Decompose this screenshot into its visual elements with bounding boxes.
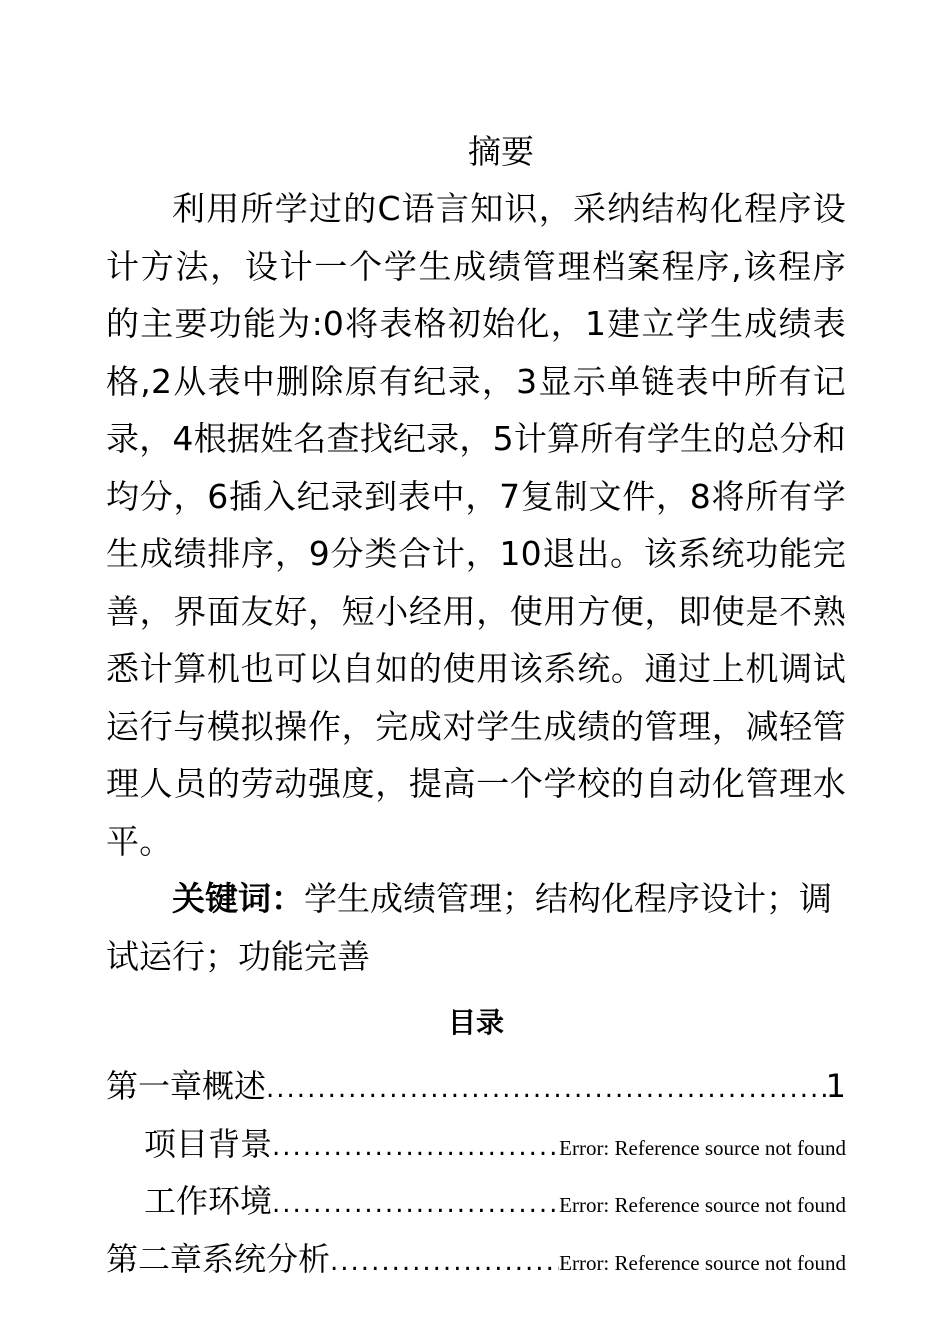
toc-entry-text: 第一章概述: [106, 1067, 267, 1105]
toc-page-number: 1: [825, 1067, 846, 1105]
toc-entry-chapter-1[interactable]: [106, 1061, 846, 1119]
toc-title: 目录: [447, 1006, 504, 1039]
document-page: [106, 128, 846, 1291]
abstract-title: 摘要: [468, 132, 534, 171]
toc-entry-text: 第二章系统分析: [106, 1239, 331, 1278]
keywords-paragraph: [106, 870, 846, 985]
toc-dot-leader: [272, 1189, 559, 1219]
toc-dot-leader: [266, 1074, 826, 1104]
toc-page-reference-error: Error: Reference source not found: [559, 1193, 846, 1217]
keywords-label: 关键词：: [172, 879, 304, 918]
toc-dot-leader: [272, 1132, 559, 1162]
table-of-contents: [106, 1061, 846, 1291]
toc-dot-leader: [330, 1247, 559, 1277]
toc-entry-chapter-2[interactable]: [106, 1234, 846, 1292]
keywords-text: 学生成绩管理；结构化程序设计；调试运行；功能完善: [106, 879, 832, 976]
abstract-body: 利用所学过的C语言知识，采纳结构化程序设计方法，设计一个学生成绩管理档案程序,该程序的主要功能为:0将表格初始化，1建立学生成绩表格,2从表中删除原有纪录，3显示单链表中所有记录，4根据姓名查找纪录，5计算所有学生的总分和均分，6插入纪录到表中，7复制文件，8将所有学生成绩排序，9分类合计，10退出。该系统功能完善，界面友好，短小经用，使用方便，即使是不熟悉计算机也可以自如的使用该系统。通过上机调试运行与模拟操作，完成对学生成绩的管理，减轻管理人员的劳动强度，提高一个学校的自动化管理水平。: [106, 189, 846, 861]
toc-page-reference-error: Error: Reference source not found: [559, 1250, 846, 1275]
toc-page-reference-error: Error: Reference source not found: [559, 1135, 846, 1160]
toc-entry-work-environment[interactable]: [106, 1176, 846, 1234]
toc-entry-text: 项目背景: [144, 1124, 273, 1163]
toc-entry-project-background[interactable]: [106, 1119, 846, 1177]
toc-entry-text: 工作环境: [144, 1182, 273, 1220]
